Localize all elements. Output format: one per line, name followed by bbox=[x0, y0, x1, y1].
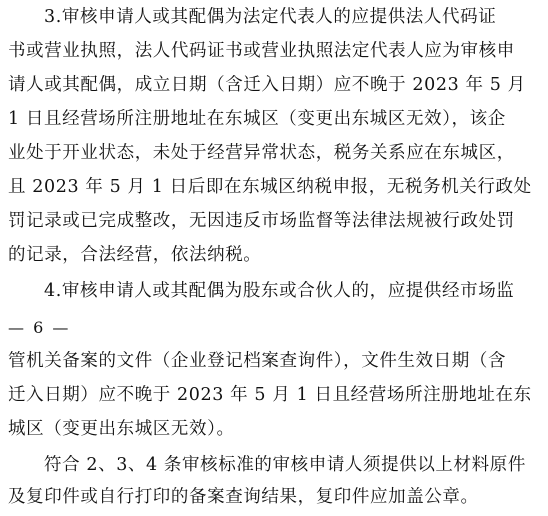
paragraph-5-line-1: 符合 2、3、4 条审核标准的审核申请人须提供以上材料原件 bbox=[44, 455, 526, 475]
paragraph-3-line-2: 书或营业执照，法人代码证书或营业执照法定代表人应为审核申 bbox=[8, 41, 515, 61]
paragraph-3-line-4: 1 日且经营场所注册地址在东城区（变更出东城区无效），该企 bbox=[8, 109, 506, 129]
paragraph-4-cont-line-2: 迁入日期）应不晚于 2023 年 5 月 1 日且经营场所注册地址在东 bbox=[8, 385, 532, 405]
paragraph-4-cont-line-1: 管机关备案的文件（企业登记档案查询件），文件生效日期（含 bbox=[8, 351, 507, 371]
paragraph-4-line-1: 4.审核申请人或其配偶为股东或合伙人的，应提供经市场监 bbox=[44, 281, 515, 301]
page-number: — 6 — bbox=[8, 318, 71, 337]
paragraph-3-line-8: 的记录，合法经营，依法纳税。 bbox=[8, 245, 262, 265]
paragraph-3-line-7: 罚记录或已完成整改，无因违反市场监督等法律法规被行政处罚 bbox=[8, 211, 515, 231]
paragraph-3-line-1: 3.审核申请人或其配偶为法定代表人的应提供法人代码证 bbox=[44, 7, 497, 27]
paragraph-3-line-5: 业处于开业状态，未处于经营异常状态，税务关系应在东城区， bbox=[8, 143, 515, 163]
paragraph-3-line-6: 且 2023 年 5 月 1 日后即在东城区纳税申报，无税务机关行政处 bbox=[8, 177, 532, 197]
paragraph-3-line-3: 请人或其配偶，成立日期（含迁入日期）应不晚于 2023 年 5 月 bbox=[8, 75, 526, 95]
paragraph-5-line-2: 及复印件或自行打印的备案查询结果，复印件应加盖公章。 bbox=[8, 487, 479, 507]
paragraph-4-cont-line-3: 城区（变更出东城区无效）。 bbox=[8, 419, 235, 439]
